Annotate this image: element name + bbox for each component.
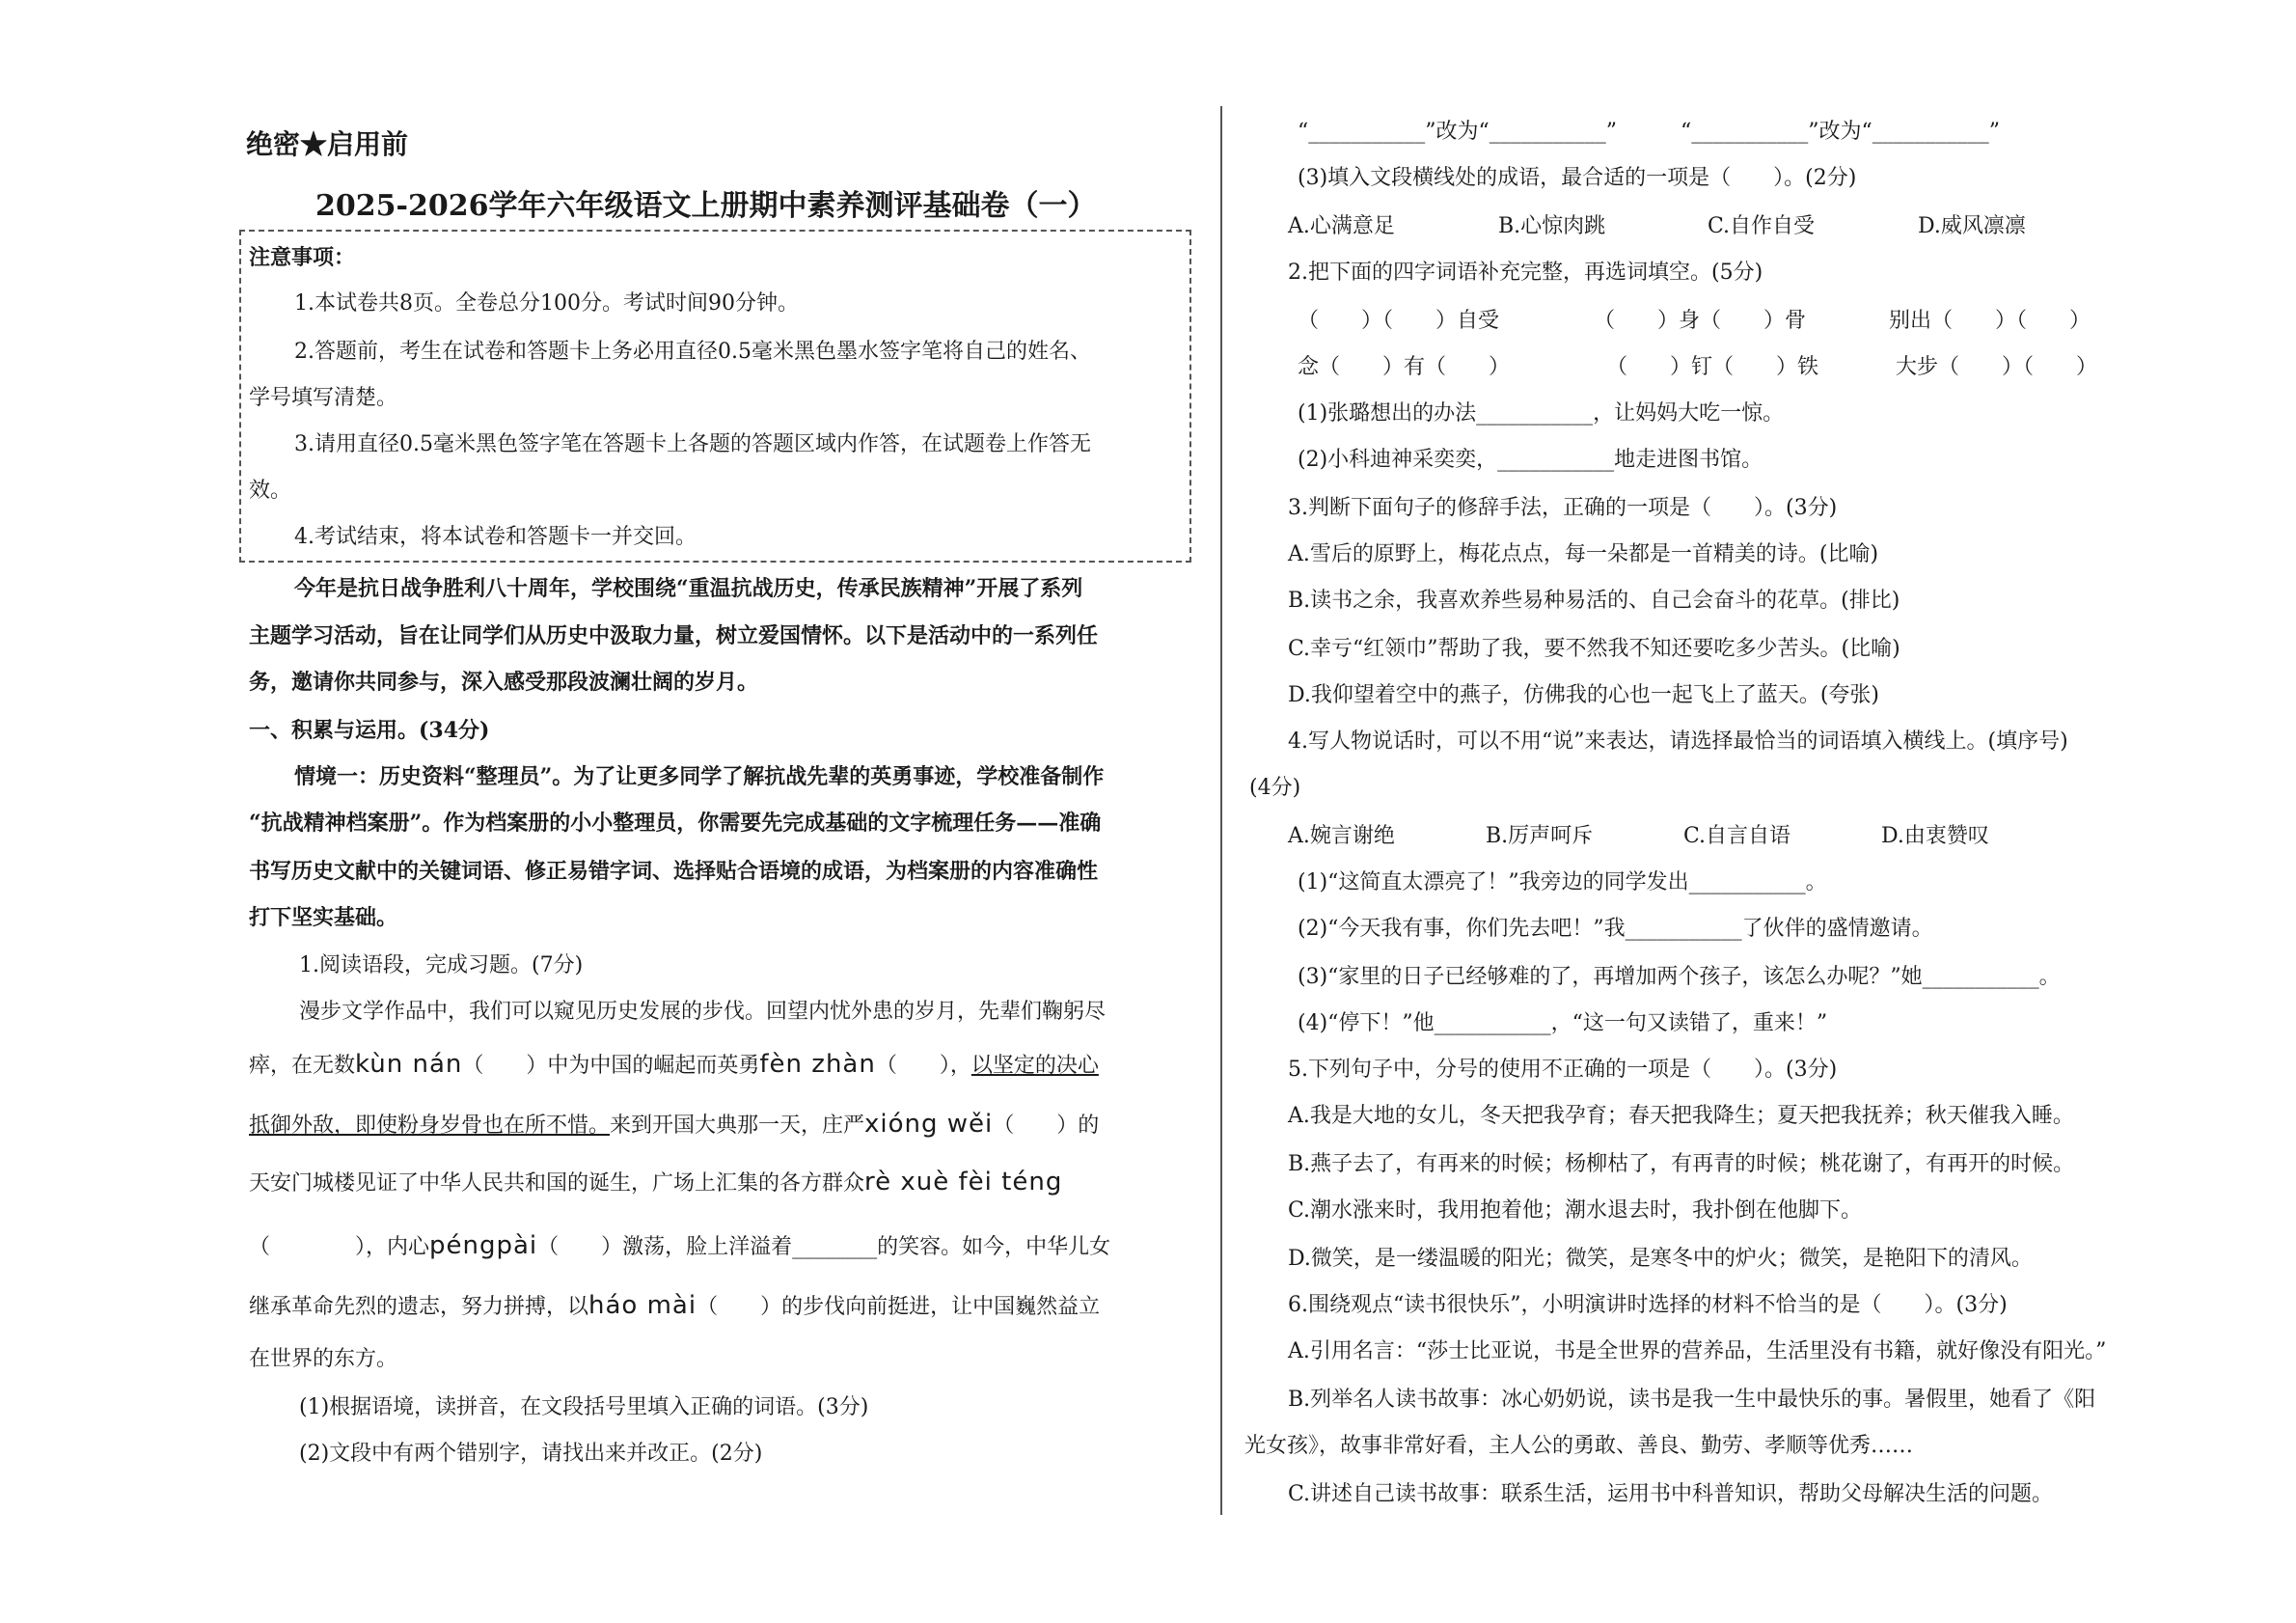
word-blank: （ ）身（ ）骨	[1594, 309, 1807, 333]
option: A.婉言谢绝	[1288, 824, 1395, 848]
word-blank: （ ）钉（ ）铁	[1606, 355, 1819, 379]
pinyin-xiongwei: xióng wěi	[864, 1110, 994, 1139]
question-title: 1.阅读语段，完成习题。(7分)	[299, 953, 584, 977]
sub-question: (1)“这简直太漂亮了！”我旁边的同学发出___________。	[1298, 870, 1827, 894]
passage-line: 在世界的东方。	[249, 1347, 398, 1371]
pinyin-rexuefeiteng: rè xuè fèi téng	[864, 1168, 1063, 1197]
scenario-line: “抗战精神档案册”。作为档案册的小小整理员，你需要先完成基础的文字梳理任务——准确	[249, 811, 1102, 836]
option: C.幸亏“红领巾”帮助了我，要不然我不知还要吃多少苦头。(比喻)	[1288, 637, 1900, 661]
notice-item: 效。	[249, 479, 292, 503]
passage-text: 来到开国大典那一天，庄严	[610, 1114, 865, 1138]
option: B.燕子去了，有再来的时候；杨柳枯了，有再青的时候；桃花谢了，有再开的时候。	[1288, 1152, 2075, 1176]
sub-question: (1)根据语境，读拼音，在文段括号里填入正确的词语。(3分)	[299, 1395, 869, 1419]
passage-line	[249, 1231, 1110, 1262]
scenario-line: 打下坚实基础。	[249, 905, 398, 930]
notice-item: 3.请用直径0.5毫米黑色签字笔在答题卡上各题的答题区域内作答，在试题卷上作答无	[294, 432, 1091, 456]
passage-line	[249, 1110, 1099, 1141]
notice-heading: 注意事项：	[249, 245, 356, 270]
option: A.雪后的原野上，梅花点点，每一朵都是一首精美的诗。(比喻)	[1288, 542, 1879, 566]
sub-question: (1)张璐想出的办法___________，让妈妈大吃一惊。	[1298, 401, 1785, 426]
option: A.我是大地的女儿，冬天把我孕育；春天把我降生；夏天把我抚养；秋天催我入睡。	[1288, 1104, 2074, 1128]
option: D.我仰望着空中的燕子，仿佛我的心也一起飞上了蓝天。(夸张)	[1288, 683, 1880, 707]
passage-text: 瘁，在无数	[249, 1054, 356, 1078]
pinyin-fenzhan: fèn zhàn	[759, 1050, 876, 1079]
option: D.威风凛凛	[1918, 214, 2026, 238]
question-title: 3.判断下面句子的修辞手法，正确的一项是（ ）。(3分)	[1288, 496, 1838, 520]
passage-text: 继承革命先烈的遗志，努力拼搏，以	[249, 1295, 589, 1319]
pinyin-kunnan: kùn nán	[355, 1050, 463, 1079]
word-blank: 别出（ ）（ ）	[1889, 309, 2091, 333]
question-title: 5.下列句子中，分号的使用不正确的一项是（ ）。(3分)	[1288, 1058, 1838, 1082]
question-title: 6.围绕观点“读书很快乐”，小明演讲时选择的材料不恰当的是（ ）。(3分)	[1288, 1293, 2008, 1317]
passage-line: 漫步文学作品中，我们可以窥见历史发展的步伐。回望内忧外患的岁月，先辈们鞠躬尽	[299, 1000, 1107, 1024]
page-title: 2025-2026学年六年级语文上册期中素养测评基础卷（一）	[315, 189, 1097, 223]
sub-question: (2)文段中有两个错别字，请找出来并改正。(2分)	[299, 1442, 763, 1466]
passage-text: 天安门城楼见证了中华人民共和国的诞生，广场上汇集的各方群众	[249, 1171, 865, 1196]
scenario-line: 书写历史文献中的关键词语、修正易错字词、选择贴合语境的成语，为档案册的内容准确性	[249, 859, 1099, 884]
scenario-line: 情境一：历史资料“整理员”。为了让更多同学了解抗战先辈的英勇事迹，学校准备制作	[294, 764, 1105, 789]
passage-line	[249, 1168, 1062, 1198]
option: B.列举名人读书故事：冰心奶奶说，读书是我一生中最快乐的事。暑假里，她看了《阳	[1288, 1388, 2096, 1412]
sub-question: (4)“停下！”他___________，“这一句又读错了，重来！”	[1298, 1011, 1828, 1035]
question-title: 2.把下面的四字词语补充完整，再选词填空。(5分)	[1288, 261, 1763, 285]
option: C.讲述自己读书故事：联系生活，运用书中科普知识，帮助父母解决生活的问题。	[1288, 1482, 2054, 1506]
option: 光女孩》，故事非常好看，主人公的勇敢、善良、勤劳、孝顺等优秀……	[1244, 1434, 1914, 1458]
sub-question: (2)小科迪神采奕奕，___________地走进图书馆。	[1298, 448, 1763, 472]
notice-item: 4.考试结束，将本试卷和答题卡一并交回。	[294, 525, 697, 549]
intro-line: 务，邀请你共同参与，深入感受那段波澜壮阔的岁月。	[249, 670, 759, 695]
sub-question: (3)“家里的日子已经够难的了，再增加两个孩子，该怎么办呢？”她___________。	[1298, 965, 2061, 989]
sub-question: (2)“今天我有事，你们先去吧！”我___________了伙伴的盛情邀请。	[1298, 917, 1933, 941]
option: D.由衷赞叹	[1881, 824, 1989, 848]
secret-label: 绝密★启用前	[246, 128, 409, 160]
intro-line: 今年是抗日战争胜利八十周年，学校围绕“重温抗战历史，传承民族精神”开展了系列	[294, 576, 1083, 601]
passage-text: （ ），	[875, 1054, 971, 1078]
pinyin-haomai: háo mài	[588, 1291, 697, 1320]
passage-text: （ ）激荡，脸上洋溢着________的笑容。如今，中华儿女	[537, 1235, 1111, 1259]
notice-item: 学号填写清楚。	[249, 386, 398, 410]
option: B.读书之余，我喜欢养些易种易活的、自己会奋斗的花草。(排比)	[1288, 589, 1900, 613]
sub-question: (3)填入文段横线处的成语，最合适的一项是（ ）。(2分)	[1298, 166, 1857, 190]
intro-line: 主题学习活动，旨在让同学们从历史中汲取力量，树立爱国情怀。以下是活动中的一系列任	[249, 623, 1099, 648]
option: A.引用名言：“莎士比亚说，书是全世界的营养品，生活里没有书籍，就好像没有阳光。”	[1288, 1339, 2107, 1363]
passage-text: （ ），内心	[249, 1235, 430, 1259]
word-blank: （ ）（ ）自受	[1298, 309, 1500, 333]
section-heading: 一、积累与运用。(34分)	[249, 718, 490, 743]
option: C.潮水涨来时，我用抱着他；潮水退去时，我扑倒在他脚下。	[1288, 1198, 1863, 1223]
option: C.自作自受	[1708, 214, 1816, 238]
option: A.心满意足	[1288, 214, 1395, 238]
word-blank: 念（ ）有（ ）	[1298, 355, 1511, 379]
notice-item: 2.答题前，考生在试卷和答题卡上务必用直径0.5毫米黑色墨水签字笔将自己的姓名、	[294, 340, 1091, 364]
question-score: (4分)	[1249, 776, 1301, 800]
word-blank: 大步（ ）（ ）	[1896, 355, 2098, 379]
column-divider	[1220, 106, 1222, 1515]
passage-line	[249, 1291, 1100, 1322]
option: B.心惊肉跳	[1498, 214, 1606, 238]
passage-line	[249, 1050, 1099, 1081]
option: B.厉声呵斥	[1486, 824, 1594, 848]
option: D.微笑，是一缕温暖的阳光；微笑，是寒冬中的炉火；微笑，是艳阳下的清风。	[1288, 1247, 2033, 1271]
passage-text: （ ）的	[993, 1114, 1100, 1138]
pinyin-pengpai: péngpài	[429, 1231, 538, 1260]
passage-text: （ ）的步伐向前挺进，让中国巍然益立	[697, 1295, 1101, 1319]
underlined-text: 抵御外敌，即使粉身岁骨也在所不惜。	[249, 1114, 611, 1138]
answer-blanks: “___________”改为“___________” “___________”改为“___________”	[1298, 120, 2000, 144]
passage-text: （ ）中为中国的崛起而英勇	[462, 1054, 760, 1078]
option: C.自言自语	[1683, 824, 1791, 848]
underlined-text: 以坚定的决心	[970, 1054, 1099, 1078]
question-title: 4.写人物说话时，可以不用“说”来表达，请选择最恰当的词语填入横线上。(填序号)	[1288, 729, 2068, 754]
notice-item: 1.本试卷共8页。全卷总分100分。考试时间90分钟。	[294, 291, 799, 316]
